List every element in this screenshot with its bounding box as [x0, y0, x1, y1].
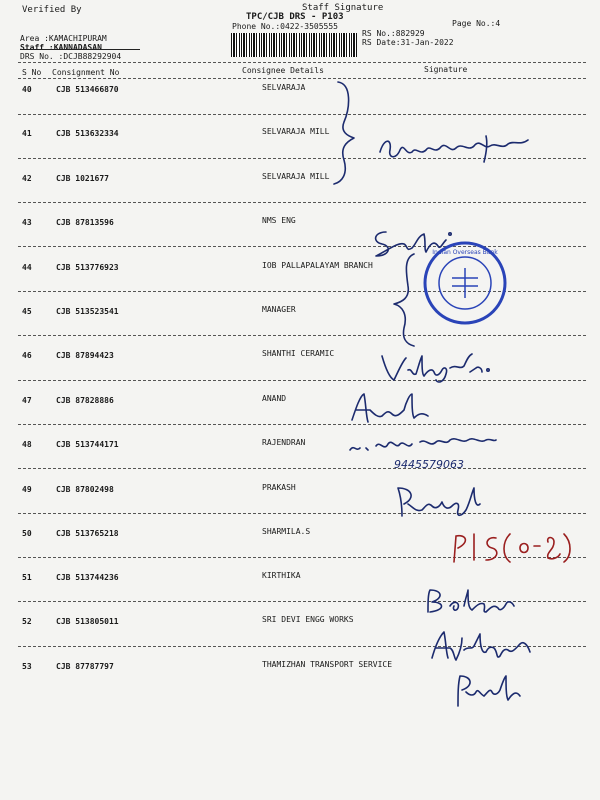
sheet-title: TPC/CJB DRS - P103 — [246, 12, 344, 22]
signature-row-41 — [376, 128, 536, 168]
row-consignee: SELVARAJA — [262, 83, 306, 92]
row-consignment: CJB 87787797 — [56, 662, 114, 671]
stamp-text: Indian Overseas Bank — [432, 249, 498, 256]
row-consignee: PRAKASH — [262, 483, 296, 492]
row-consignment: CJB 513744171 — [56, 440, 119, 449]
signature-row-47 — [342, 390, 442, 430]
row-consignee: NMS ENG — [262, 216, 296, 225]
col-signature: Signature — [424, 65, 468, 74]
signature-row-48 — [346, 428, 516, 476]
row-sno: 45 — [22, 307, 32, 316]
staff-underline — [20, 49, 140, 50]
signature-row-49 — [390, 482, 490, 522]
row-consignee: SHARMILA.S — [262, 527, 311, 536]
row-consignment: CJB 513744236 — [56, 573, 119, 582]
row-divider — [18, 202, 586, 203]
row-sno: 51 — [22, 573, 32, 582]
row-consignment: CJB 87802498 — [56, 485, 114, 494]
red-note: PIS(0-D) — [448, 528, 453, 529]
row-consignee: MANAGER — [262, 305, 296, 314]
signature-row-50 — [448, 528, 578, 568]
row-sno: 43 — [22, 218, 32, 227]
verified-by-label: Verified By — [22, 5, 82, 15]
col-sno: S No — [22, 68, 42, 77]
row-consignment: CJB 1021677 — [56, 174, 109, 183]
row-consignee: THAMIZHAN TRANSPORT SERVICE — [262, 660, 393, 669]
row-consignment: CJB 513776923 — [56, 263, 119, 272]
row-sno: 41 — [22, 129, 32, 138]
column-divider — [18, 78, 586, 79]
row-consignment: CJB 87828886 — [56, 396, 114, 405]
signature-row-53 — [450, 672, 530, 710]
row-consignment: CJB 513466870 — [56, 85, 119, 94]
row-divider — [18, 114, 586, 115]
row-consignment: CJB 513632334 — [56, 129, 119, 138]
row-sno: 53 — [22, 662, 32, 671]
rs-date: RS Date:31-Jan-2022 — [362, 38, 454, 47]
row-consignment: CJB 513765218 — [56, 529, 119, 538]
row-consignee: ANAND — [262, 394, 287, 403]
barcode — [231, 33, 357, 57]
staff-signature-label: Staff Signature — [302, 3, 384, 13]
phone-number: Phone No.:0422-3505555 — [232, 22, 338, 31]
page-number: Page No.:4 — [452, 19, 501, 28]
row-consignment: CJB 87894423 — [56, 351, 114, 360]
col-consignment: Consignment No — [52, 68, 120, 77]
row-consignee: KIRTHIKA — [262, 571, 301, 580]
row-consignee: RAJENDRAN — [262, 438, 306, 447]
signature-row-51 — [420, 586, 520, 616]
brace-mark — [330, 78, 370, 188]
row-sno: 47 — [22, 396, 32, 405]
signature-row-52 — [426, 628, 536, 668]
row-sno: 40 — [22, 85, 32, 94]
row-divider — [18, 380, 586, 381]
rs-number: RS No.:882929 — [362, 29, 425, 38]
row-sno: 49 — [22, 485, 32, 494]
row-divider — [18, 513, 586, 514]
row-consignee: SELVARAJA MILL — [262, 172, 330, 181]
row-consignee: SELVARAJA MILL — [262, 127, 330, 136]
row-sno: 52 — [22, 617, 32, 626]
drs-number: DRS No. :DCJB88292904 — [20, 52, 122, 61]
staff-field: Staff :KANNADASAN — [20, 43, 102, 52]
col-consignee: Consignee Details — [242, 66, 324, 75]
row-consignment: CJB 87813596 — [56, 218, 114, 227]
row-sno: 42 — [22, 174, 32, 183]
brace-mark-2 — [384, 250, 424, 350]
row-consignee: IOB PALLAPALAYAM BRANCH — [262, 261, 373, 270]
bank-stamp — [420, 238, 510, 328]
row-sno: 46 — [22, 351, 32, 360]
area-field: Area :KAMACHIPURAM — [20, 34, 107, 43]
row-sno: 50 — [22, 529, 32, 538]
row-consignment: CJB 513805011 — [56, 617, 119, 626]
header-divider — [18, 62, 586, 63]
row-sno: 48 — [22, 440, 32, 449]
signature-row-46 — [378, 350, 498, 384]
handwritten-phone: 9445579063 — [394, 458, 464, 471]
row-sno: 44 — [22, 263, 32, 272]
row-divider — [18, 335, 586, 336]
row-consignee: SRI DEVI ENGG WORKS — [262, 615, 354, 624]
row-consignment: CJB 513523541 — [56, 307, 119, 316]
row-divider — [18, 424, 586, 425]
row-consignee: SHANTHI CERAMIC — [262, 349, 335, 358]
